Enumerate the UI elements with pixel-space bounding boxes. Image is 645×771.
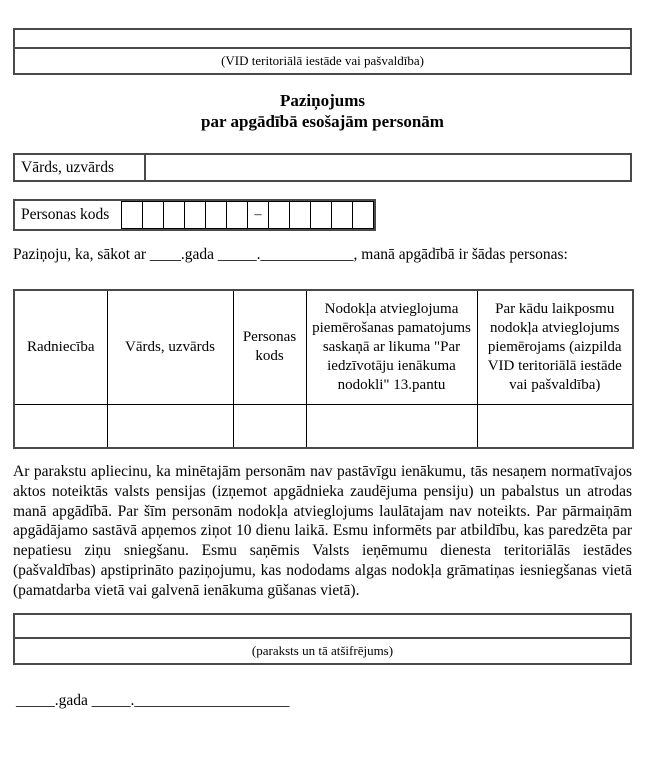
name-input[interactable] — [146, 155, 630, 180]
intro-statement: Paziņoju, ka, sākot ar ____.gada _____.____________, manā apgādībā ir šādas personas: — [13, 246, 568, 263]
table-cell-empty[interactable] — [477, 404, 633, 448]
institution-input-row[interactable] — [15, 30, 630, 49]
form-title — [13, 90, 632, 132]
table-header-row — [14, 290, 633, 404]
personal-code-cell[interactable] — [163, 201, 185, 229]
name-field-label: Vārds, uzvārds — [15, 155, 146, 180]
declaration-text: Ar parakstu apliecinu, ka minētajām personām nav pastāvīgu ienākumu, tās nesaņem normatīvajos aktos noteiktās valsts pensijas (izņemot apgādnieka zaudējuma pensiju) un pabalstus un atrodas manā apgādībā. Par šīm personām nodokļa atvieglojums laulātajam nav noteikts. Par pārmaiņām apgādājamo sastāvā apņemos ziņot 10 dienu laikā. Esmu informēts par atbildību, kas paredzēta par nepatiesu ziņu sniegšanu. Esmu saņēmis Valsts ieņēmumu dienesta teritoriālās iestādes (pašvaldības) apstiprināto paziņojumu, kas nododams algas nodokļa grāmatiņas iesniegšanas vietā (pamatdarba vietā vai galvenā ienākuma gūšanas vietā). — [13, 463, 632, 599]
date-line: _____.gada _____.____________________ — [16, 691, 290, 709]
table-header-cell: Nodokļa atvieglojuma piemērošanas pamatojums saskaņā ar likuma "Par iedzīvotāju ienākuma nodokli" 13.pantu — [306, 290, 477, 404]
table-cell-empty[interactable] — [306, 404, 477, 448]
table-cell-empty[interactable] — [233, 404, 306, 448]
signature-input-row[interactable] — [15, 615, 630, 639]
personal-code-cell[interactable] — [121, 201, 143, 229]
personal-code-cells — [121, 201, 374, 229]
personal-code-cell[interactable] — [331, 201, 353, 229]
personal-code-separator-cell: – — [247, 201, 269, 229]
table-header-cell: Par kādu laikposmu nodokļa atvieglojums piemērojams (aizpilda VID teritoriālā iestāde vai pašvaldība) — [477, 290, 633, 404]
table-body — [14, 404, 633, 448]
table-cell-empty[interactable] — [14, 404, 107, 448]
table-header-cell: Personas kods — [233, 290, 306, 404]
personal-code-cell[interactable] — [184, 201, 206, 229]
personal-code-cell[interactable] — [226, 201, 248, 229]
dependents-table — [13, 289, 634, 449]
institution-box — [13, 28, 632, 75]
table-header-cell: Radniecība — [14, 290, 107, 404]
table-cell-empty[interactable] — [107, 404, 233, 448]
form-title-line1: Paziņojums — [280, 91, 365, 110]
signature-box — [13, 613, 632, 665]
form-title-line2: par apgādībā esošajām personām — [201, 112, 444, 131]
table-row — [14, 404, 633, 448]
personal-code-cell[interactable] — [352, 201, 374, 229]
personal-code-cell[interactable] — [142, 201, 164, 229]
personal-code-cell[interactable] — [205, 201, 227, 229]
personal-code-cell[interactable] — [310, 201, 332, 229]
institution-caption: (VID teritoriālā iestāde vai pašvaldība) — [221, 53, 424, 68]
personal-code-row — [13, 199, 376, 231]
personal-code-cell[interactable] — [289, 201, 311, 229]
name-field-row — [13, 153, 632, 182]
table-header-cell: Vārds, uzvārds — [107, 290, 233, 404]
personal-code-label: Personas kods — [21, 206, 110, 223]
signature-caption: (paraksts un tā atšifrējums) — [251, 642, 394, 658]
personal-code-cell[interactable] — [268, 201, 290, 229]
